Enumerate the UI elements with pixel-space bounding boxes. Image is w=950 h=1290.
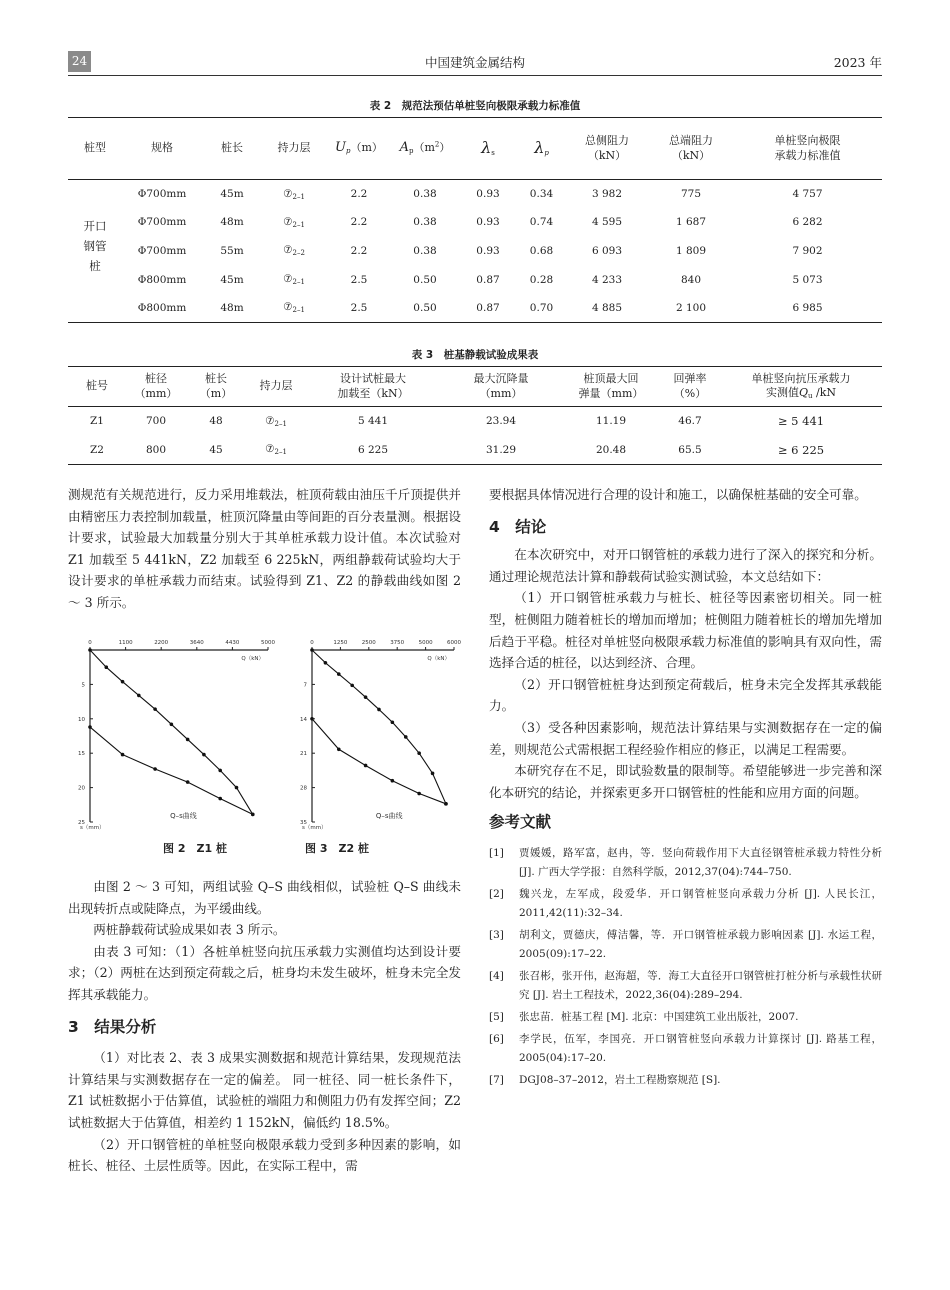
t2-cell-side: 4 885 — [591, 301, 623, 314]
t2-cell-up: 2.5 — [350, 301, 368, 314]
reference-text: 张召彬，张开伟，赵海超，等．海工大直径开口钢管桩打桩分析与承载性状研究 [J]. 岩土工程技术，2022,36(04):289–294. — [519, 969, 882, 1001]
t2-h-lambda-p: $\lambda_p$ — [534, 138, 549, 158]
data-point — [391, 779, 395, 783]
table2-body — [68, 180, 882, 323]
t2-h-standard: 单桩竖向极限 承载力标准值 — [774, 134, 841, 162]
table-row — [68, 180, 882, 209]
t2-cell-standard: 7 902 — [792, 244, 823, 257]
x-tick-label: 0 — [310, 640, 314, 646]
reference-item — [489, 1030, 882, 1068]
t3-cell-ratio: 46.7 — [678, 415, 702, 428]
t2-cell-lambda-s: 0.87 — [476, 273, 500, 286]
x-tick-label: 3750 — [390, 640, 405, 646]
t3-h-dia: 桩径 （mm） — [134, 372, 178, 400]
reference-number: [1] — [489, 846, 504, 859]
data-point — [202, 753, 206, 757]
data-point — [310, 648, 314, 652]
t2-cell-end: 840 — [680, 273, 702, 286]
paragraph: 两桩静载荷试验成果如表 3 所示。 — [93, 922, 286, 938]
y-tick-label: 10 — [78, 716, 85, 723]
x-tick-label: 5000 — [418, 640, 433, 646]
y-tick-label: 21 — [300, 751, 307, 758]
t2-cell-layer: $⑦_{2-1}$ — [283, 187, 305, 201]
t3-cell-capacity: ≥ 6 225 — [777, 442, 825, 457]
series-line-unloading — [312, 719, 446, 804]
t2-cell-side: 3 982 — [591, 188, 623, 201]
t2-cell-side: 6 093 — [591, 244, 623, 257]
t2-cell-lambda-p: 0.74 — [529, 216, 554, 229]
x-axis-label: Q（kN） — [427, 656, 450, 662]
data-point — [88, 648, 92, 652]
t2-h-length: 桩长 — [221, 141, 243, 155]
y-tick-label: 15 — [78, 751, 85, 758]
x-tick-label: 2200 — [154, 640, 169, 646]
header-rule — [68, 75, 882, 76]
t3-cell-dia: 700 — [145, 415, 167, 428]
reference-item — [489, 885, 882, 923]
y-tick-label: 5 — [81, 682, 85, 689]
data-point — [121, 680, 125, 684]
t2-cell-spec: Φ800mm — [137, 301, 187, 314]
reference-item — [489, 1008, 882, 1027]
data-point — [431, 772, 435, 776]
t2-cell-standard: 5 073 — [792, 273, 823, 286]
t2-h-side: 总侧阻力 （kN） — [585, 134, 629, 162]
right-column — [489, 484, 882, 1093]
t2-cell-length: 48m — [220, 216, 244, 229]
t3-h-design: 设计试桩最大 加载至（kN） — [337, 372, 409, 400]
data-point — [364, 764, 368, 768]
table3 — [68, 366, 882, 465]
table-row — [68, 208, 882, 237]
t2-cell-layer: $⑦_{2-1}$ — [283, 215, 305, 229]
table-row — [68, 436, 882, 465]
data-point — [251, 813, 255, 817]
journal-title: 中国建筑金属结构 — [424, 55, 525, 70]
table3-caption: 表 3 桩基静载试验成果表 — [411, 349, 539, 361]
reference-number: [2] — [489, 887, 504, 900]
t3-cell-id: Z1 — [90, 415, 104, 428]
t3-cell-layer: $⑦_{2-1}$ — [265, 414, 287, 428]
t2-cell-end: 1 809 — [675, 244, 707, 257]
data-point — [218, 797, 222, 801]
y-tick-label: 25 — [78, 820, 85, 826]
data-point — [88, 725, 92, 729]
t2-cell-length: 48m — [220, 301, 244, 314]
reference-item — [489, 844, 882, 882]
data-point — [337, 672, 341, 676]
t2-cell-end: 775 — [680, 188, 702, 201]
t3-cell-ratio: 65.5 — [678, 443, 702, 456]
paragraph: 由图 2 ～ 3 可知，两组试验 Q–S 曲线相似，试验桩 Q–S 曲线未出现转折点或陡降点，为平缓曲线。 — [68, 879, 461, 916]
t3-cell-len: 45 — [209, 443, 223, 456]
reference-list — [489, 844, 882, 1090]
t3-h-len: 桩长 （m） — [199, 372, 233, 400]
reference-number: [5] — [489, 1010, 504, 1023]
t3-h-id: 桩号 — [86, 379, 108, 393]
x-tick-label: 4430 — [225, 640, 240, 646]
t2-cell-ap: 0.38 — [413, 188, 437, 201]
t2-cell-side: 4 595 — [591, 216, 623, 229]
t2-cell-spec: Φ800mm — [137, 273, 187, 286]
data-point — [137, 694, 141, 698]
t2-cell-end: 2 100 — [675, 301, 707, 314]
t2-cell-spec: Φ700mm — [137, 188, 187, 201]
paragraph: （3）受各种因素影响，规范法计算结果与实测数据存在一定的偏差，则规范公式需根据工程经验作相应的修正，以满足工程需要。 — [489, 719, 882, 757]
x-tick-label: 0 — [88, 640, 92, 646]
data-point — [324, 661, 328, 665]
data-point — [391, 720, 395, 724]
reference-item — [489, 926, 882, 964]
reference-item — [489, 1071, 882, 1090]
t2-cell-length: 45m — [220, 188, 244, 201]
t2-cell-ap: 0.38 — [413, 216, 437, 229]
table-row — [68, 237, 882, 266]
paragraph: （2）开口钢管桩桩身达到预定荷载后，桩身未完全发挥其承载能力。 — [489, 676, 882, 714]
t2-cell-layer: $⑦_{2-1}$ — [283, 301, 305, 315]
series-line-unloading — [90, 727, 253, 814]
reference-item — [489, 967, 882, 1005]
data-point — [444, 802, 448, 806]
t2-cell-standard: 4 757 — [792, 188, 823, 201]
t2-cell-lambda-s: 0.93 — [476, 188, 500, 201]
t2-cell-up: 2.2 — [350, 216, 368, 229]
t3-cell-id: Z2 — [90, 443, 104, 456]
data-point — [186, 780, 190, 784]
t2-cell-layer: $⑦_{2-1}$ — [283, 273, 305, 287]
chart-title: Q–s曲线 — [170, 812, 197, 820]
t2-cell-lambda-s: 0.93 — [476, 244, 500, 257]
data-point — [186, 738, 190, 742]
x-tick-label: 1250 — [333, 640, 348, 646]
reference-number: [3] — [489, 928, 504, 941]
journal-year: 2023 年 — [833, 55, 882, 70]
t2-cell-length: 45m — [220, 273, 244, 286]
data-point — [235, 786, 239, 790]
paragraph: 在本次研究中，对开口钢管桩的承载力进行了深入的探究和分析。通过理论规范法计算和静载荷试验实测试验，本文总结如下： — [489, 547, 882, 584]
paragraph: 由表 3 可知：（1）各桩单桩竖向抗压承载力实测值均达到设计要求；（2）两桩在达到预定荷载之后，桩身均未发生破坏，桩身未完全发挥其承载能力。 — [68, 943, 461, 1002]
y-tick-label: 7 — [303, 682, 307, 689]
paragraph: 本研究存在不足，即试验数量的限制等。希望能够进一步完善和深化本研究的结论，并探索更多开口钢管桩的性能和应用方面的问题。 — [489, 763, 882, 800]
left-column-bottom — [68, 876, 461, 1177]
t2-cell-end: 1 687 — [675, 216, 707, 229]
t3-h-layer: 持力层 — [259, 379, 293, 393]
t2-pile-type: 开口 钢管 桩 — [83, 218, 107, 274]
data-point — [121, 753, 125, 757]
t2-cell-lambda-p: 0.70 — [529, 301, 554, 314]
data-point — [310, 717, 314, 721]
data-point — [350, 684, 354, 688]
t2-h-lambda-s: $\lambda_s$ — [481, 138, 495, 158]
t3-cell-design: 6 225 — [357, 443, 389, 456]
reference-text: 张忠苗．桩基工程 [M]. 北京：中国建筑工业出版社，2007. — [519, 1010, 799, 1023]
t2-h-pile-type: 桩型 — [84, 141, 106, 155]
t2-cell-up: 2.2 — [350, 244, 368, 257]
data-point — [170, 723, 174, 727]
y-tick-label: 28 — [300, 785, 307, 792]
table-row — [68, 407, 882, 436]
t3-cell-layer: $⑦_{2-1}$ — [265, 443, 287, 457]
t3-cell-len: 48 — [209, 415, 223, 428]
t2-h-ap: $A_p(m^2)$ — [399, 140, 451, 156]
x-tick-label: 6000 — [447, 640, 461, 646]
paragraph: （2）开口钢管桩的单桩竖向极限承载力受到多种因素的影响，如桩长、桩径、土层性质等。因此，在实际工程中，需 — [68, 1136, 461, 1174]
reference-text: 魏兴龙，左军成，段爱华．开口钢管桩竖向承载力分析 [J]. 人民长江，2011,42(11):32–34. — [519, 887, 882, 919]
table-row — [68, 265, 882, 294]
table2 — [68, 117, 882, 323]
table-row — [68, 294, 882, 323]
data-point — [417, 792, 421, 796]
data-point — [364, 695, 368, 699]
table2-caption: 表 2 规范法预估单桩竖向极限承载力标准值 — [369, 100, 581, 112]
x-tick-label: 2500 — [361, 640, 376, 646]
data-point — [153, 707, 157, 711]
data-point — [218, 769, 222, 773]
t2-cell-up: 2.5 — [350, 273, 368, 286]
t3-cell-dia: 800 — [145, 443, 167, 456]
figure-2-chart — [68, 638, 283, 833]
y-tick-label: 20 — [78, 785, 85, 792]
t3-cell-design: 5 441 — [357, 415, 389, 428]
paragraph: （1）对比表 2、表 3 成果实测数据和规范计算结果，发现规范法计算结果与实测数据存在一定的偏差。 同一桩径、同一桩长条件下，Z1 试桩数据小于估算值，试验桩的端阻力和侧阻力仍有发挥空间；Z2 试桩数据大于估算值，相差约 1 152kN，偏低约 18.5%。 — [68, 1050, 461, 1130]
reference-number: [6] — [489, 1032, 504, 1045]
section-3-heading: 3 结果分析 — [68, 1017, 157, 1036]
t3-cell-settle: 31.29 — [485, 443, 517, 456]
reference-text: 李学民，伍军，李国亮．开口钢管桩竖向承载力计算探讨 [J]. 路基工程，2005(04):17–20. — [519, 1032, 882, 1064]
t3-cell-settle: 23.94 — [485, 415, 517, 428]
reference-number: [4] — [489, 969, 504, 982]
data-point — [417, 751, 421, 755]
chart-title: Q–s曲线 — [375, 812, 403, 820]
reference-text: 胡利文，贾德庆，傅洁馨，等．开口钢管桩承载力影响因素 [J]. 水运工程，2005(09):17–22. — [519, 928, 882, 960]
paragraph: （1）开口钢管桩承载力与桩长、桩径等因素密切相关。同一桩型，桩侧阻力随着桩长的增加而增加；桩侧阻力随着桩长的增加先增加后趋于平稳。桩径对单桩竖向极限承载力标准值的影响具有双向性，需选择合适的桩径，以达到经济、合理。 — [489, 590, 882, 671]
t2-cell-lambda-p: 0.28 — [529, 273, 554, 286]
data-point — [104, 665, 108, 669]
t2-h-spec: 规格 — [151, 141, 173, 155]
reference-text: 贾媛媛，路军富，赵冉，等．竖向荷载作用下大直径钢管桩承载力特性分析 [J]. 广西大学学报：自然科学版，2012,37(04):744–750. — [519, 846, 882, 878]
t2-cell-standard: 6 282 — [792, 216, 823, 229]
t2-cell-lambda-s: 0.87 — [476, 301, 500, 314]
t2-cell-length: 55m — [220, 244, 244, 257]
t2-cell-lambda-p: 0.68 — [529, 244, 554, 257]
t2-cell-layer: $⑦_{2-2}$ — [283, 244, 305, 258]
x-tick-label: 5000 — [261, 640, 275, 646]
t2-cell-lambda-s: 0.93 — [476, 216, 500, 229]
table3-body — [68, 407, 882, 465]
t2-cell-ap: 0.50 — [413, 273, 437, 286]
t2-cell-up: 2.2 — [350, 188, 368, 201]
x-tick-label: 1100 — [118, 640, 133, 646]
left-column-top — [68, 484, 461, 614]
t3-h-rebound: 桩顶最大回 弹量（mm） — [578, 372, 644, 400]
t2-cell-side: 4 233 — [591, 273, 623, 286]
paragraph: 要根据具体情况进行合理的设计和施工，以确保桩基础的安全可靠。 — [489, 487, 867, 502]
series-line-loading — [90, 650, 253, 814]
t3-cell-rebound: 20.48 — [595, 443, 627, 456]
t3-h-capacity: 单桩竖向抗压承载力 实测值$Q_u$ /kN — [751, 371, 851, 401]
t2-cell-ap: 0.38 — [413, 244, 437, 257]
figure-2-caption: 图 2 Z1 桩 — [163, 842, 227, 855]
data-point — [377, 708, 381, 712]
paragraph: 测规范有关规范进行，反力采用堆载法，桩顶荷载由油压千斤顶提供并由精密压力表控制加载量，桩顶沉降量由等间距的百分表量测。根据设计要求，试验最大加载量分别大于其单桩承载力设计值。本次试验对 Z1 加载至 5 441kN，Z2 加载至 6 225kN，两组静载荷试验均大于设计要求的单桩承载力而结束。试验得到 Z1、Z2 的静载曲线如图 2 ～ 3 所示。 — [68, 487, 461, 610]
t3-cell-rebound: 11.19 — [595, 415, 627, 428]
t3-cell-capacity: ≥ 5 441 — [777, 414, 825, 429]
series-line-loading — [312, 650, 446, 804]
page-number: 24 — [68, 51, 91, 72]
t2-cell-spec: Φ700mm — [137, 244, 187, 257]
t2-h-end: 总端阻力 （kN） — [669, 134, 713, 162]
t2-cell-standard: 6 985 — [792, 301, 823, 314]
figure-3-chart — [298, 638, 468, 833]
data-point — [337, 747, 341, 751]
references-heading: 参考文献 — [489, 813, 552, 832]
data-point — [153, 767, 157, 771]
figure-3-caption: 图 3 Z2 桩 — [305, 842, 369, 855]
t2-cell-ap: 0.50 — [413, 301, 437, 314]
y-tick-label: 14 — [300, 716, 307, 723]
t2-cell-lambda-p: 0.34 — [529, 188, 554, 201]
t2-cell-spec: Φ700mm — [137, 216, 187, 229]
reference-text: DGJ08–37–2012，岩土工程勘察规范 [S]. — [519, 1073, 721, 1086]
reference-number: [7] — [489, 1073, 504, 1086]
t3-h-settle: 最大沉降量 （mm） — [473, 372, 529, 400]
t2-h-layer: 持力层 — [277, 141, 311, 155]
data-point — [404, 735, 408, 739]
x-tick-label: 3640 — [189, 640, 204, 646]
y-tick-label: 35 — [300, 820, 307, 826]
t2-h-up: $U_p(m)$ — [335, 140, 383, 156]
y-axis-label: s（mm） — [302, 825, 327, 831]
y-axis-label: s（mm） — [80, 825, 105, 831]
t3-h-ratio: 回弹率 （%） — [673, 372, 707, 400]
section-4-heading: 4 结论 — [489, 517, 547, 536]
x-axis-label: Q（kN） — [241, 656, 264, 662]
